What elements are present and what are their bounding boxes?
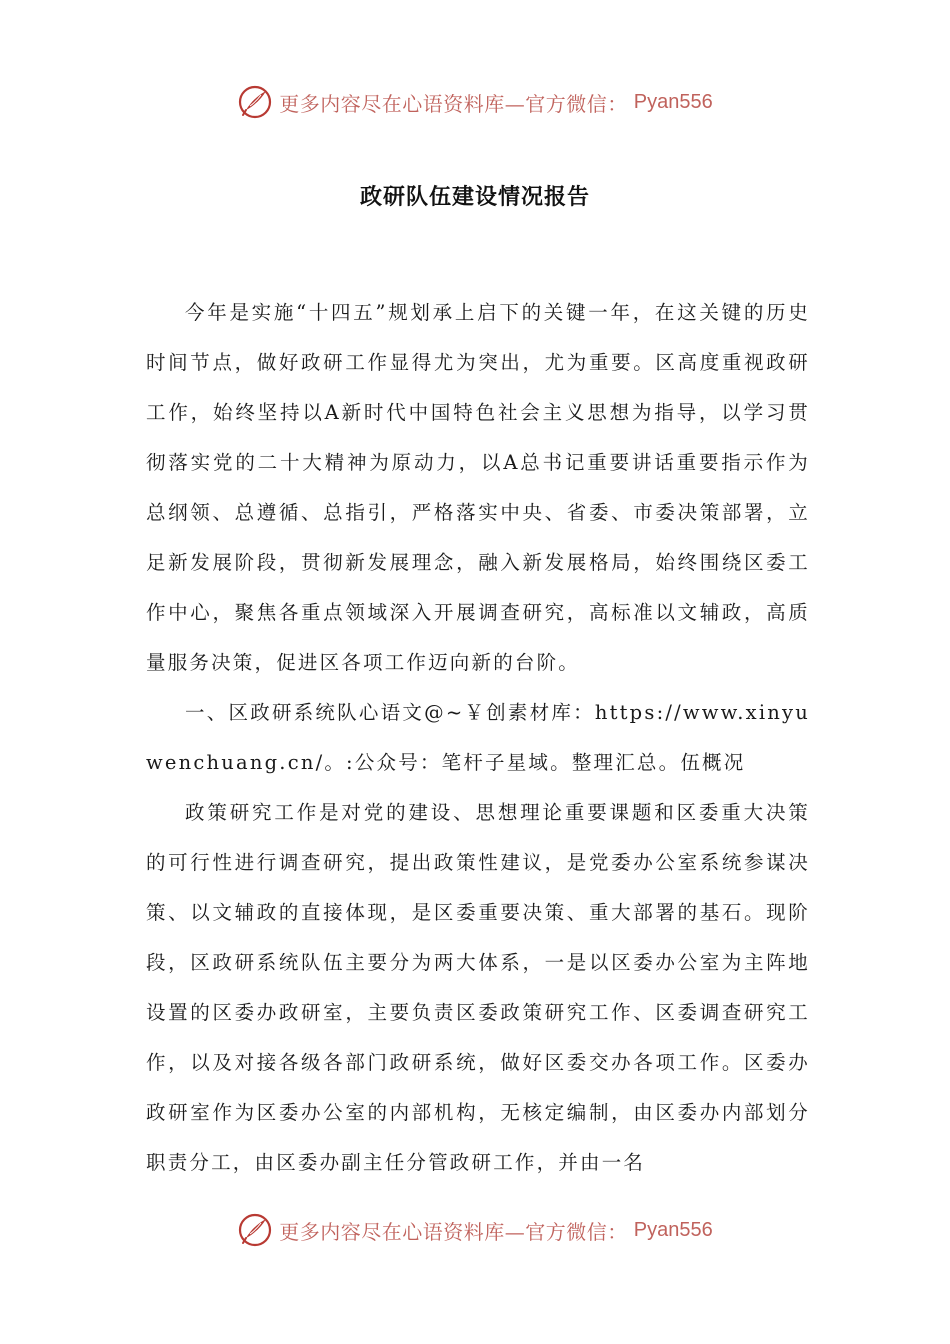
watermark-text: 更多内容尽在心语资料库—官方微信：	[279, 91, 628, 116]
watermark-banner-bottom	[0, 1210, 950, 1250]
watermark-wechat-id: Pyan556	[633, 1218, 713, 1241]
document-body	[146, 288, 810, 1188]
watermark-wechat-id: Pyan556	[633, 90, 713, 113]
paragraph: 一、区政研系统队心语文@~￥创素材库：https://www.xinyuwenchuang.cn/。:公众号：笔杆子星域。整理汇总。伍概况	[146, 701, 810, 774]
paragraph: 政策研究工作是对党的建设、思想理论重要课题和区委重大决策的可行性进行调查研究，提出政策性建议，是党委办公室系统参谋决策、以文辅政的直接体现，是区委重要决策、重大部署的基石。现阶段，区政研系统队伍主要分为两大体系，一是以区委办公室为主阵地设置的区委办政研室，主要负责区委政策研究工作、区委调查研究工作，以及对接各级各部门政研系统，做好区委交办各项工作。区委办政研室作为区委办公室的内部机构，无核定编制，由区委办内部划分职责分工，由区委办副主任分管政研工作，并由一名	[146, 801, 810, 1174]
paragraph: 今年是实施“十四五”规划承上启下的关键一年，在这关键的历史时间节点，做好政研工作显得尤为突出，尤为重要。区高度重视政研工作，始终坚持以A新时代中国特色社会主义思想为指导，以学习贯彻落实党的二十大精神为原动力，以A总书记重要讲话重要指示作为总纲领、总遵循、总指引，严格落实中央、省委、市委决策部署，立足新发展阶段，贯彻新发展理念，融入新发展格局，始终围绕区委工作中心，聚焦各重点领域深入开展调查研究，高标准以文辅政，高质量服务决策，促进区各项工作迈向新的台阶。	[146, 301, 810, 674]
watermark-banner-top	[0, 82, 950, 122]
document-title: 政研队伍建设情况报告	[359, 184, 590, 210]
quill-logo-icon	[237, 1212, 273, 1248]
quill-logo-icon	[237, 84, 273, 120]
watermark-text: 更多内容尽在心语资料库—官方微信：	[279, 1219, 628, 1244]
